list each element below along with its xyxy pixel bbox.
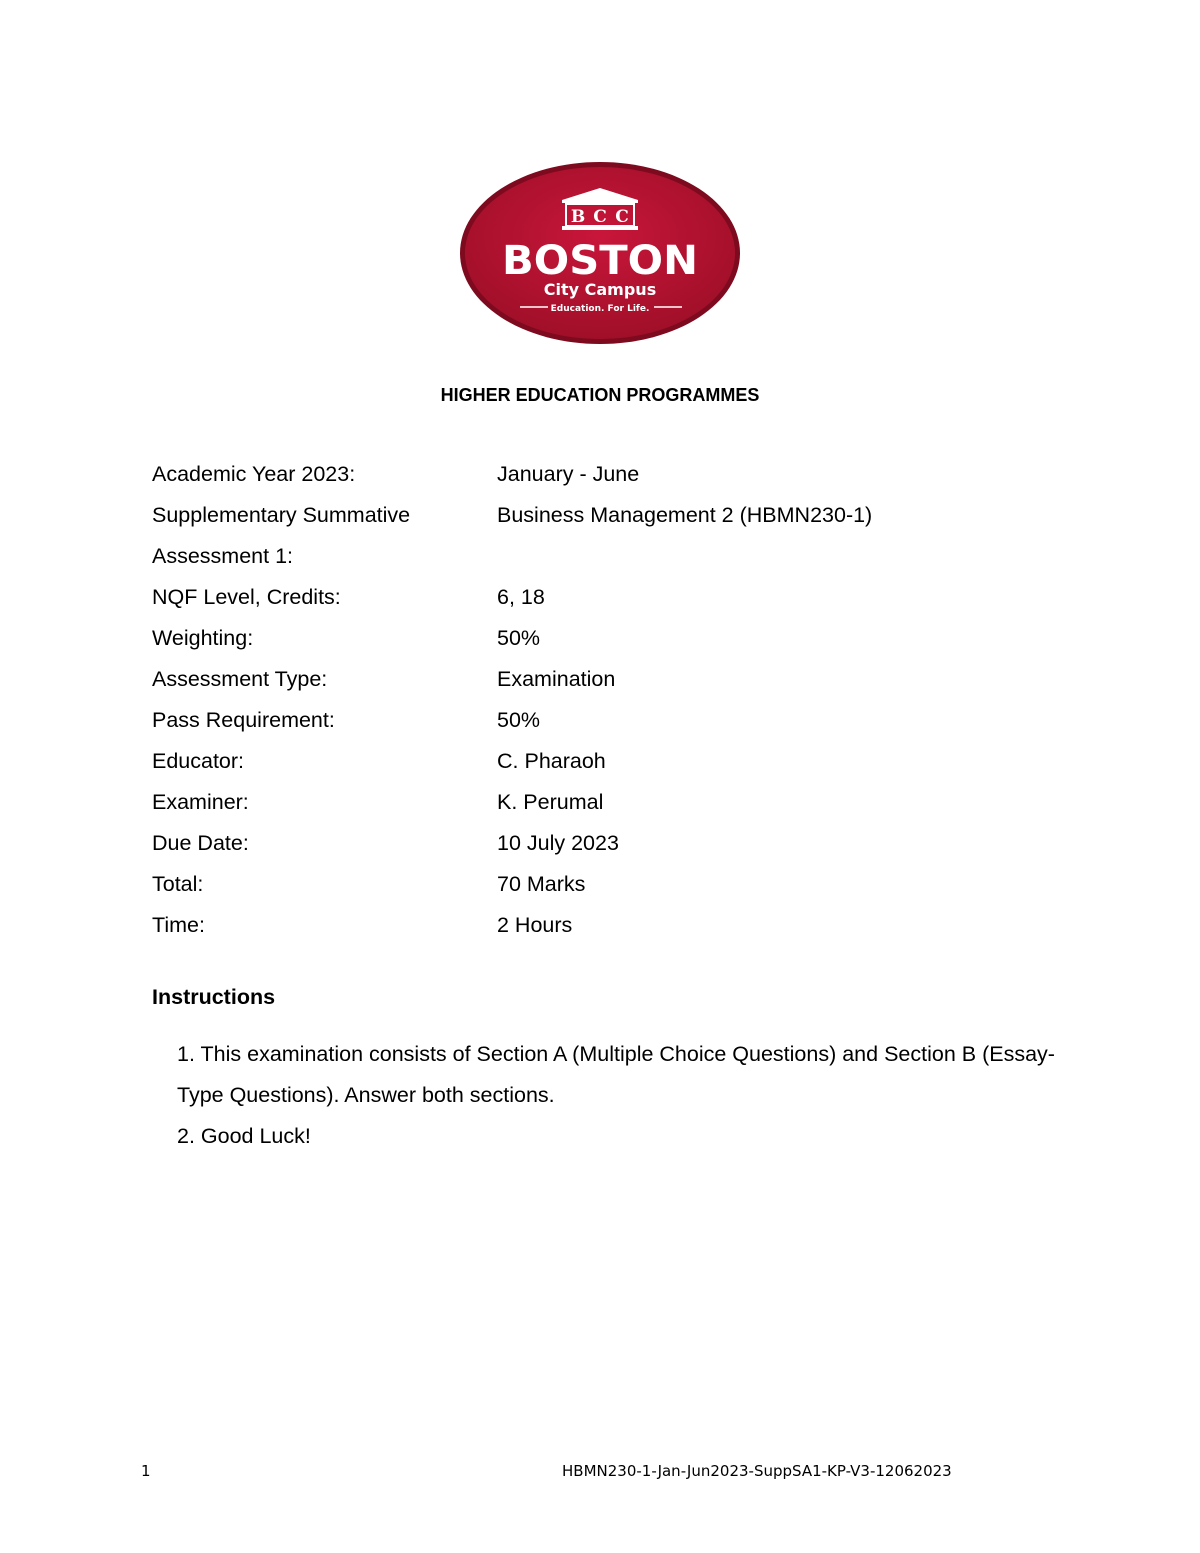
detail-row: [152, 741, 1052, 782]
detail-label: Weighting:: [152, 626, 254, 650]
detail-row: [152, 823, 1052, 864]
detail-row: [152, 864, 1052, 905]
logo-tagline: Education. For Life.: [550, 304, 650, 314]
detail-label: Educator:: [152, 749, 245, 773]
detail-row: [152, 495, 1052, 536]
page-heading: HIGHER EDUCATION PROGRAMMES: [440, 385, 760, 405]
detail-row: [152, 782, 1052, 823]
detail-value: January - June: [497, 462, 640, 486]
page-number: 1: [141, 1462, 151, 1480]
detail-label: Assessment Type:: [152, 667, 328, 691]
monogram-letter-3: C: [615, 207, 629, 227]
detail-row: [152, 700, 1052, 741]
logo-name: BOSTON: [502, 238, 698, 284]
detail-value: Examination: [497, 667, 616, 691]
detail-row: [152, 536, 1052, 577]
detail-value: 50%: [497, 708, 541, 732]
monogram-letter-2: C: [593, 207, 607, 227]
detail-label: Assessment 1:: [152, 544, 293, 568]
detail-value: 2 Hours: [497, 913, 573, 937]
detail-label: Pass Requirement:: [152, 708, 335, 732]
detail-label: Time:: [152, 913, 205, 937]
detail-label: Academic Year 2023:: [152, 462, 356, 486]
assessment-details: [152, 454, 1052, 946]
instructions-title: Instructions: [152, 985, 276, 1009]
detail-row: [152, 905, 1052, 946]
detail-value: [497, 536, 1052, 577]
detail-row: [152, 618, 1052, 659]
detail-label: Total:: [152, 872, 204, 896]
document-reference: HBMN230-1-Jan-Jun2023-SuppSA1-KP-V3-12062023: [562, 1462, 952, 1480]
detail-value: 50%: [497, 626, 541, 650]
detail-value: Business Management 2 (HBMN230-1): [497, 503, 873, 527]
instructions-list: [177, 1034, 1097, 1157]
detail-row: [152, 659, 1052, 700]
detail-label: Examiner:: [152, 790, 249, 814]
detail-value: 10 July 2023: [497, 831, 619, 855]
detail-value: 6, 18: [497, 585, 545, 609]
detail-label: Supplementary Summative: [152, 503, 411, 527]
instruction-item: 2. Good Luck!: [177, 1124, 311, 1148]
detail-value: 70 Marks: [497, 872, 586, 896]
detail-label: NQF Level, Credits:: [152, 585, 341, 609]
detail-value: C. Pharaoh: [497, 749, 606, 773]
detail-row: [152, 577, 1052, 618]
instruction-item: 1. This examination consists of Section A (Multiple Choice Questions) and Section B (Essay-Type Questions). Answer both sections.: [177, 1042, 1055, 1107]
detail-row: [152, 454, 1052, 495]
monogram-letter-1: B: [570, 207, 586, 227]
boston-city-campus-logo: [458, 160, 742, 346]
logo-subtitle: City Campus: [543, 280, 657, 299]
detail-label: Due Date:: [152, 831, 249, 855]
detail-value: K. Perumal: [497, 790, 604, 814]
